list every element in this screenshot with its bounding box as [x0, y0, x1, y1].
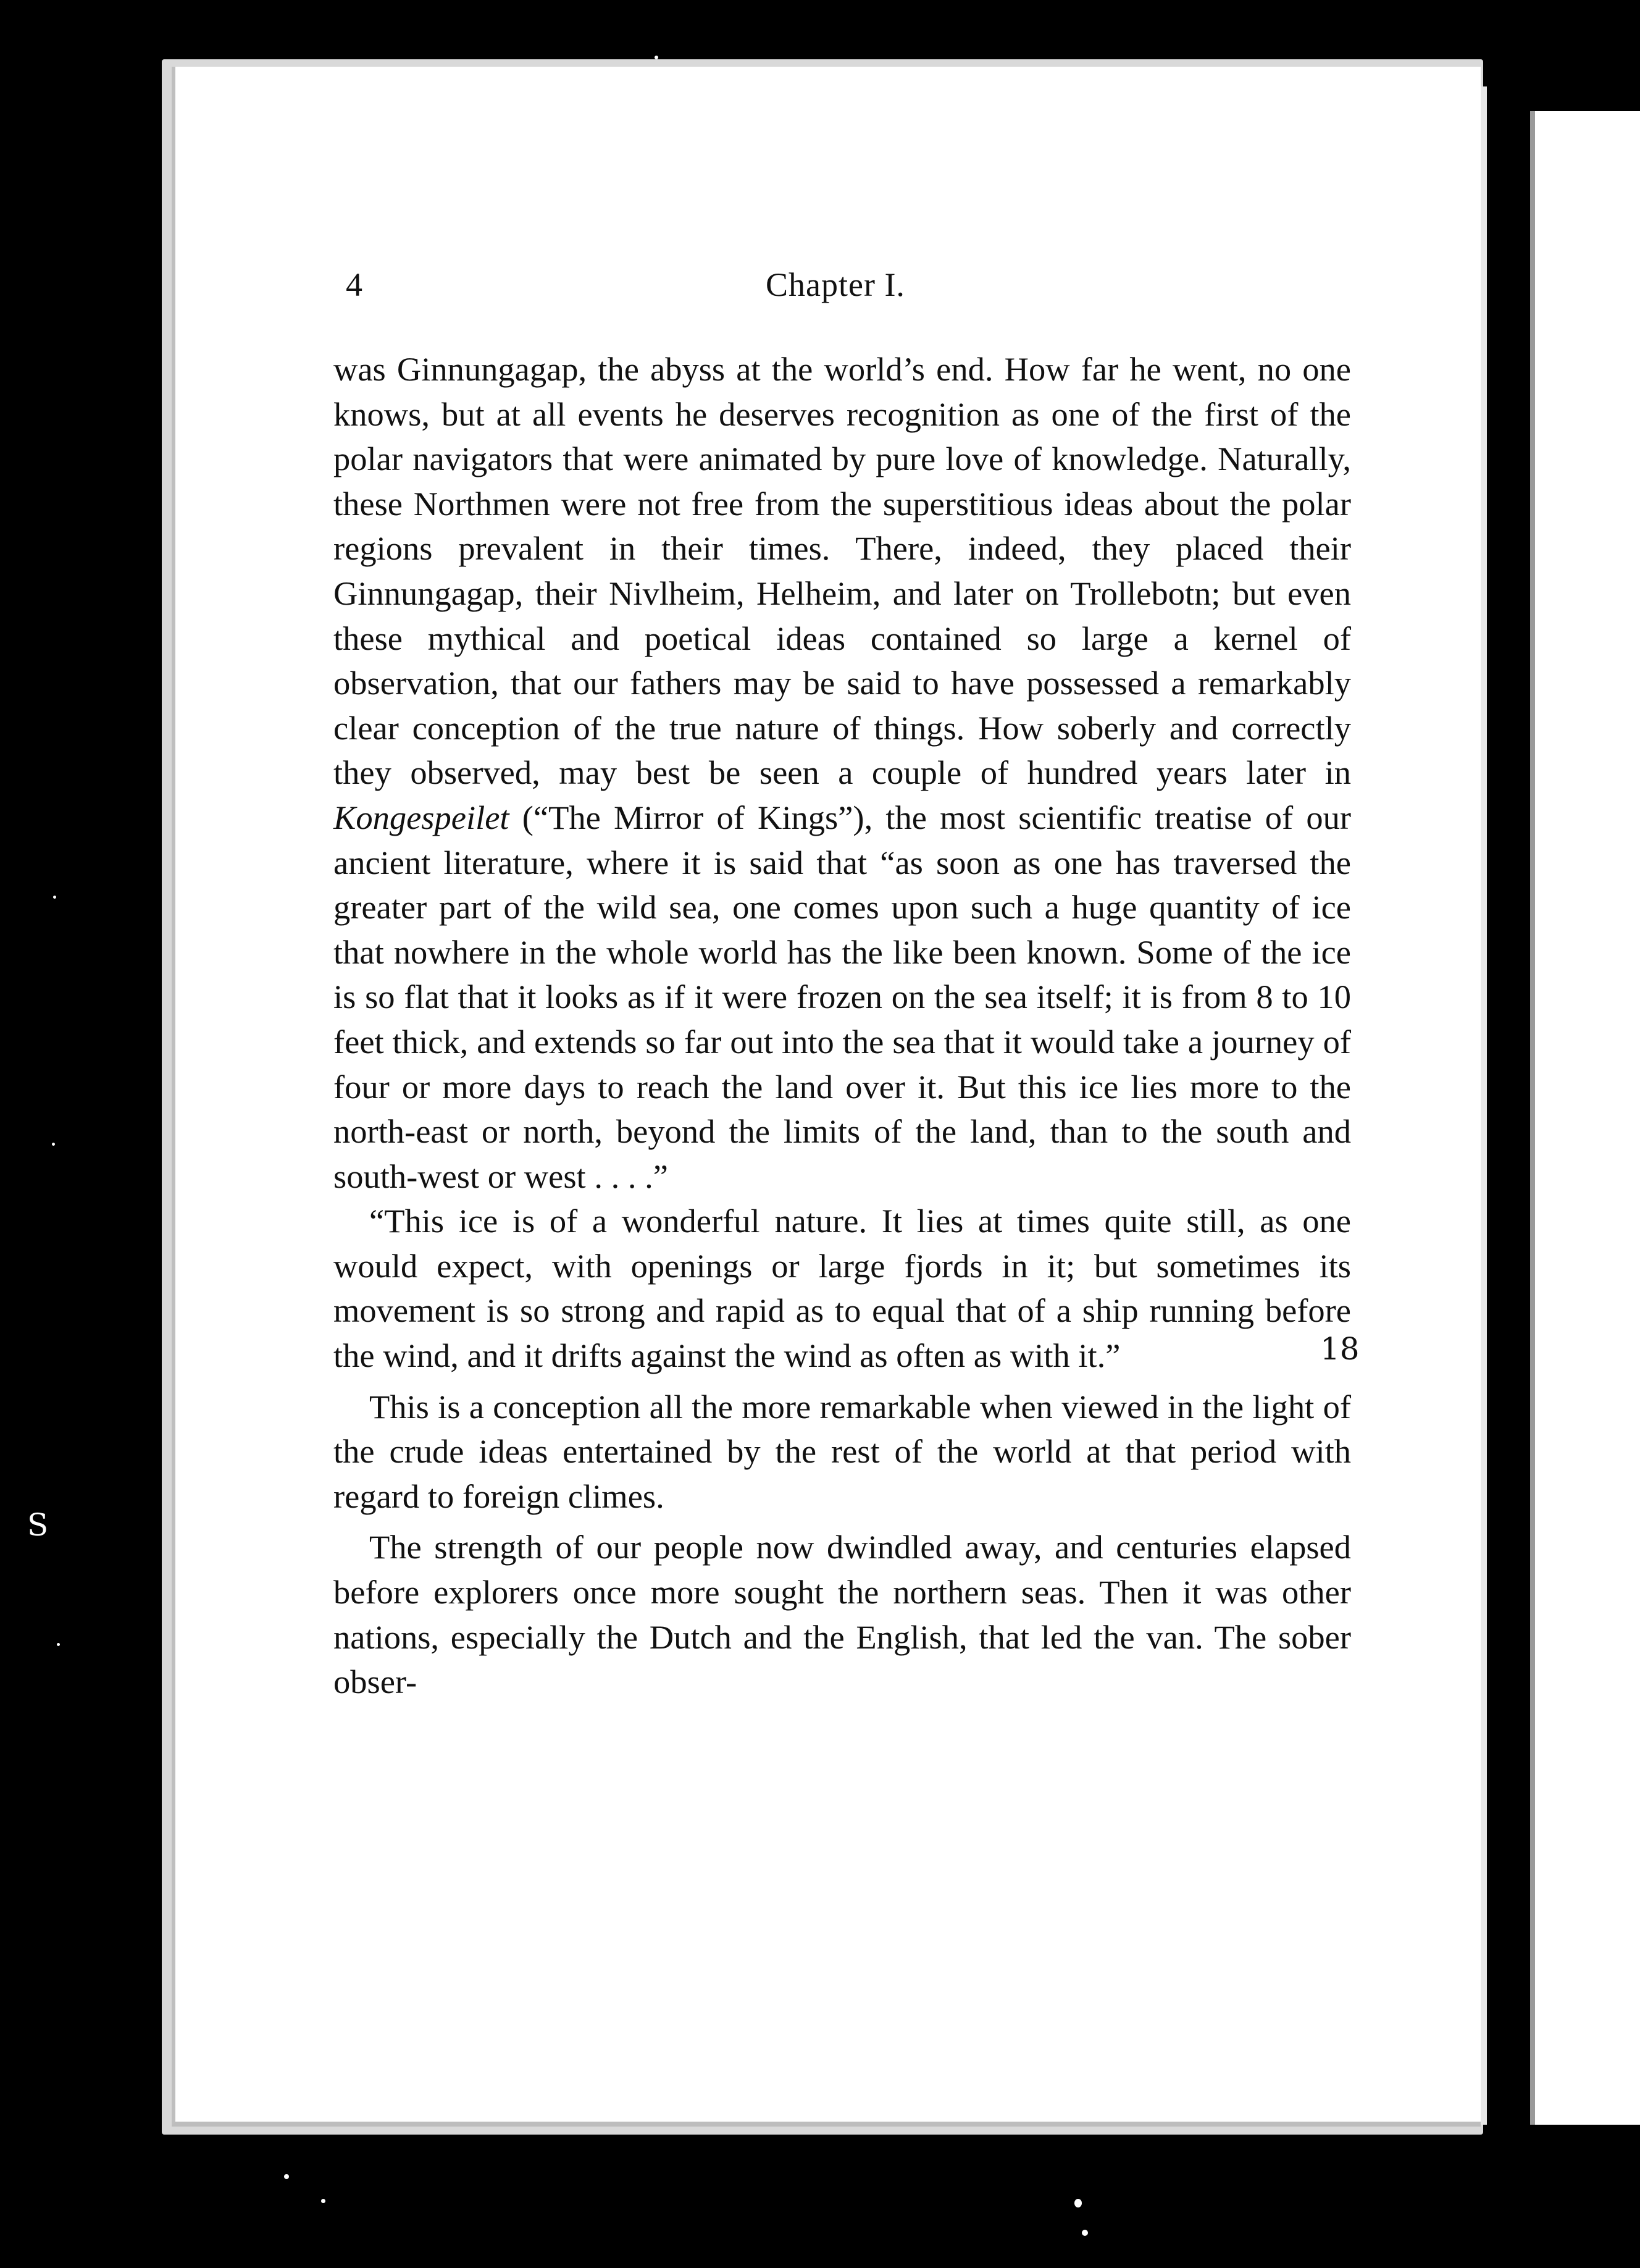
paragraph-3: This is a conception all the more remarkable when viewed in the light of the crude ideas entertained by the rest of the world at that period with regard to foreign climes. — [333, 1387, 1351, 1515]
adjacent-page-edge — [1530, 111, 1640, 2125]
scan-speck — [1082, 2230, 1088, 2236]
scan-speck — [655, 56, 658, 59]
page-header — [346, 266, 1334, 315]
running-head: Chapter I. — [766, 266, 905, 303]
left-margin-mark: S — [27, 1507, 49, 1543]
paragraph-2: “This ice is of a wonderful nature. It lies at times quite still, as one would expect, with openings or large fjords in it; but sometimes its movement is so strong and rapid as to equal that of a ship running before the wind, and it drifts against the wind as often as with it.” — [333, 1202, 1351, 1375]
scan-speck — [321, 2199, 325, 2203]
scan-speck — [53, 896, 56, 899]
scan-speck — [57, 1643, 60, 1646]
page-edge — [1481, 86, 1487, 2125]
paragraph-1-text: was Ginnungagap, the abyss at the world’s end. How far he went, no one knows, but at all events he deserves recognition as one of the first of the polar navigators that were animated by pure love of knowledge. Naturally, these Northmen were not free from the superstitious ideas about the polar regions prevalent in their times. There, indeed, they placed their Ginnungagap, their Nivlheim, Helheim, and later on Trollebotn; but even these mythical and poetical ideas contained so large a kernel of observation, that our fathers may be said to have possessed a remarkably clear conception of the true nature of things. How soberly and correctly they observed, may best be seen a couple of hundred years later in — [333, 350, 1351, 792]
paragraph-1-continuation: (“The Mirror of Kings”), the most scientific treatise of our ancient literature, where it is said that “as soon as one has traversed the greater part of the wild sea, one comes upon such a huge quantity of ice that nowhere in the whole world has the like been known. Some of the ice is so flat that it looks as if it were frozen on the sea itself; it is from 8 to 10 feet thick, and extends so far out into the sea that it would take a journey of four or more days to reach the land over it. But this ice lies more to the north-east or north, beyond the limits of the land, than to the south and south-west or west . . . .” — [333, 798, 1351, 1195]
body-text — [333, 347, 1351, 1705]
scan-speck — [52, 1143, 55, 1146]
page-number: 4 — [346, 266, 362, 303]
paragraph-1 — [333, 347, 1351, 1199]
scan-speck — [284, 2174, 289, 2179]
margin-annotation: 18 — [1320, 1331, 1360, 1367]
paragraph-4: The strength of our people now dwindled away, and centuries elapsed before explorers once more sought the northern seas. Then it was other nations, especially the Dutch and the English, that led the van. The sober obser- — [333, 1528, 1351, 1701]
scan-speck — [1074, 2199, 1082, 2207]
book-title-italic: Kongespeilet — [333, 798, 509, 836]
